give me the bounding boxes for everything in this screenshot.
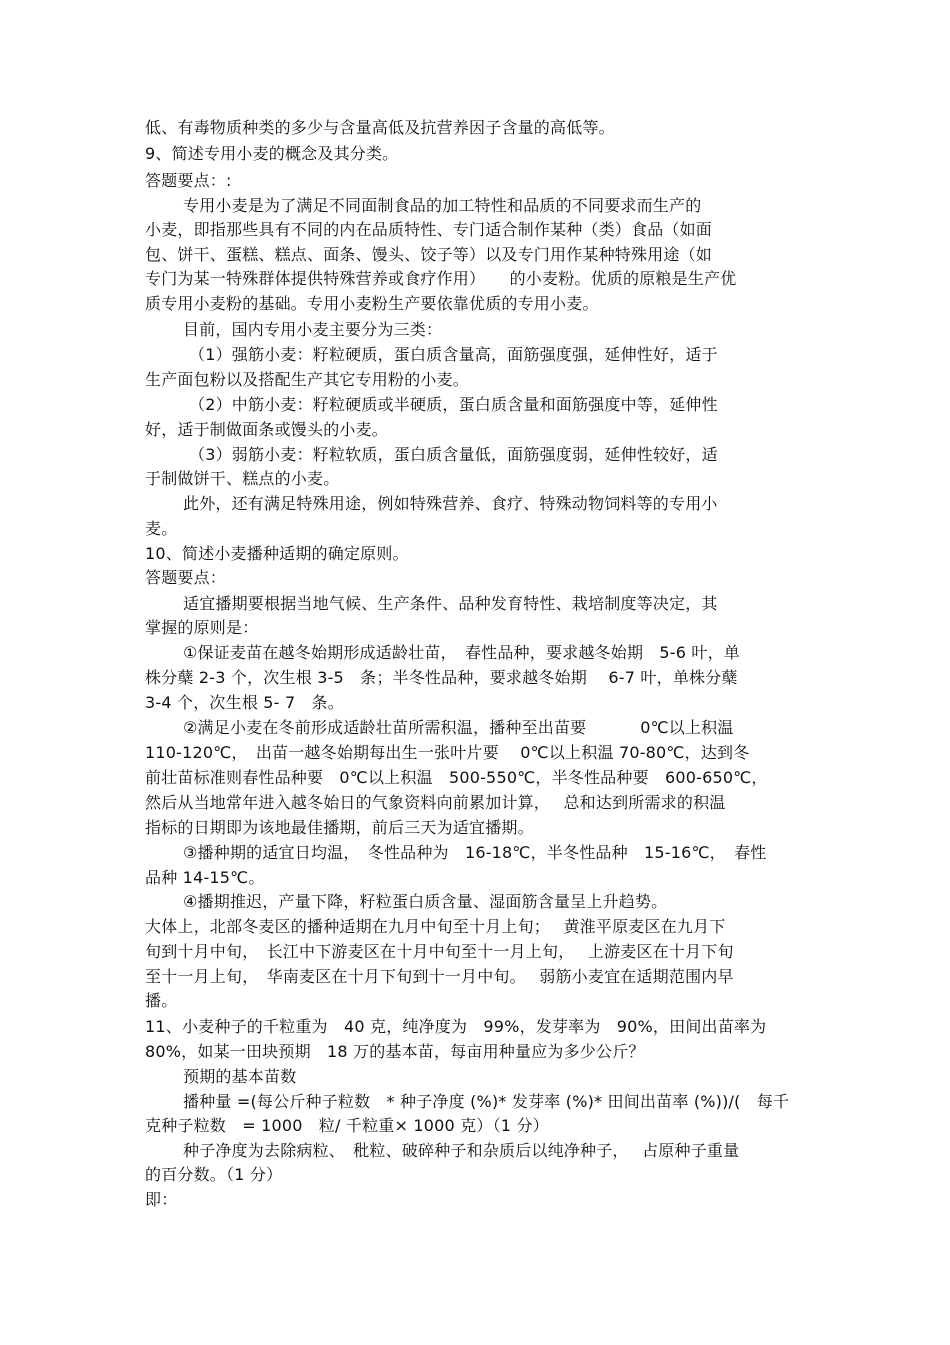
text-line: （2）中筋小麦：籽粒硬质或半硬质，蛋白质含量和面筋强度中等，延伸性 [189, 395, 718, 414]
text-line: 预期的基本苗数 [183, 1067, 297, 1086]
text-line: 专用小麦是为了满足不同面制食品的加工特性和品质的不同要求而生产的 [183, 196, 702, 215]
text-line: 好，适于制做面条或馒头的小麦。 [145, 420, 389, 439]
text-line: 麦。 [145, 519, 178, 538]
text-line: 的百分数。（1 分） [145, 1165, 283, 1184]
text-line: 旬到十月中旬， 长江中下游麦区在十月中旬至十一月上旬， 上游麦区在十月下旬 [145, 942, 734, 961]
text-line: 至十一月上旬， 华南麦区在十月下旬到十一月中旬。 弱筋小麦宜在适期范围内早 [145, 967, 734, 986]
text-line: ①保证麦苗在越冬始期形成适龄壮苗， 春性品种，要求越冬始期 5-6 叶，单 [183, 643, 740, 662]
answer-points-label: 答题要点：: [145, 171, 232, 190]
text-line: 然后从当地常年进入越冬始日的气象资料向前累加计算， 总和达到所需求的积温 [145, 793, 726, 812]
question-11-heading: 11、小麦种子的千粒重为 40 克，纯净度为 99%，发芽率为 90%，田间出苗率为 [145, 1017, 767, 1036]
text-line: 大体上，北部冬麦区的播种适期在九月中旬至十月上旬； 黄淮平原麦区在九月下 [145, 917, 726, 936]
answer-points-label: 答题要点： [145, 568, 227, 587]
text-line: ③播种期的适宜日均温， 冬性品种为 16-18℃，半冬性品种 15-16℃， 春性 [183, 843, 767, 862]
text-line: 前壮苗标准则春性品种要 0℃以上积温 500-550℃，半冬性品种要 600-650℃， [145, 768, 768, 787]
text-line: 于制做饼干、糕点的小麦。 [145, 469, 340, 488]
text-line: 低、有毒物质种类的多少与含量高低及抗营养因子含量的高低等。 [145, 118, 615, 137]
text-line: 株分蘖 2-3 个，次生根 3-5 条；半冬性品种，要求越冬始期 6-7 叶，单株分蘖 [145, 668, 738, 687]
text-line: 包、饼干、蛋糕、糕点、面条、馒头、饺子等）以及专门用作某种特殊用途（如 [145, 245, 713, 264]
text-line: 指标的日期即为该地最佳播期，前后三天为适宜播期。 [145, 818, 534, 837]
text-line: 生产面包粉以及搭配生产其它专用粉的小麦。 [145, 370, 470, 389]
formula-line: 播种量 =(每公斤种子粒数 * 种子净度 (%)* 发芽率 (%)* 田间出苗率 (%))/( 每千 [183, 1092, 790, 1111]
text-line: 110-120℃， 出苗一越冬始期每出生一张叶片要 0℃以上积温 70-80℃，达到冬 [145, 743, 750, 762]
text-line: 此外，还有满足特殊用途，例如特殊营养、食疗、特殊动物饲料等的专用小 [183, 494, 718, 513]
text-line: 适宜播期要根据当地气候、生产条件、品种发育特性、栽培制度等决定，其 [183, 594, 718, 613]
text-line: 专门为某一特殊群体提供特殊营养或食疗作用） 的小麦粉。优质的原粮是生产优 [145, 269, 737, 288]
text-line: 掌握的原则是： [145, 618, 259, 637]
question-10-heading: 10、简述小麦播种适期的确定原则。 [145, 544, 409, 563]
text-line: （1）强筋小麦：籽粒硬质，蛋白质含量高，面筋强度强，延伸性好，适于 [189, 345, 718, 364]
text-line: 3-4 个，次生根 5- 7 条。 [145, 693, 344, 712]
text-line: 种子净度为去除病粒、 秕粒、破碎种子和杂质后以纯净种子， 占原种子重量 [183, 1141, 740, 1160]
text-line: （3）弱筋小麦：籽粒软质，蛋白质含量低，面筋强度弱，延伸性较好，适 [189, 445, 718, 464]
text-line: 即： [145, 1190, 178, 1209]
text-line: 小麦，即指那些具有不同的内在品质特性、专门适合制作某种（类）食品（如面 [145, 220, 713, 239]
text-line: 播。 [145, 991, 178, 1010]
text-line: 目前，国内专用小麦主要分为三类： [183, 320, 443, 339]
text-line: ④播期推迟，产量下降，籽粒蛋白质含量、湿面筋含量呈上升趋势。 [183, 892, 668, 911]
text-line: 质专用小麦粉的基础。专用小麦粉生产要依靠优质的专用小麦。 [145, 294, 599, 313]
text-line: 80%，如某一田块预期 18 万的基本苗，每亩用种量应为多少公斤？ [145, 1042, 645, 1061]
text-line: ②满足小麦在冬前形成适龄壮苗所需积温，播种至出苗要 0℃以上积温 [183, 718, 734, 737]
text-line: 品种 14-15℃。 [145, 868, 265, 887]
question-9-heading: 9、简述专用小麦的概念及其分类。 [145, 144, 399, 163]
formula-line: 克种子粒数 = 1000 粒/ 千粒重× 1000 克）（1 分） [145, 1116, 549, 1135]
